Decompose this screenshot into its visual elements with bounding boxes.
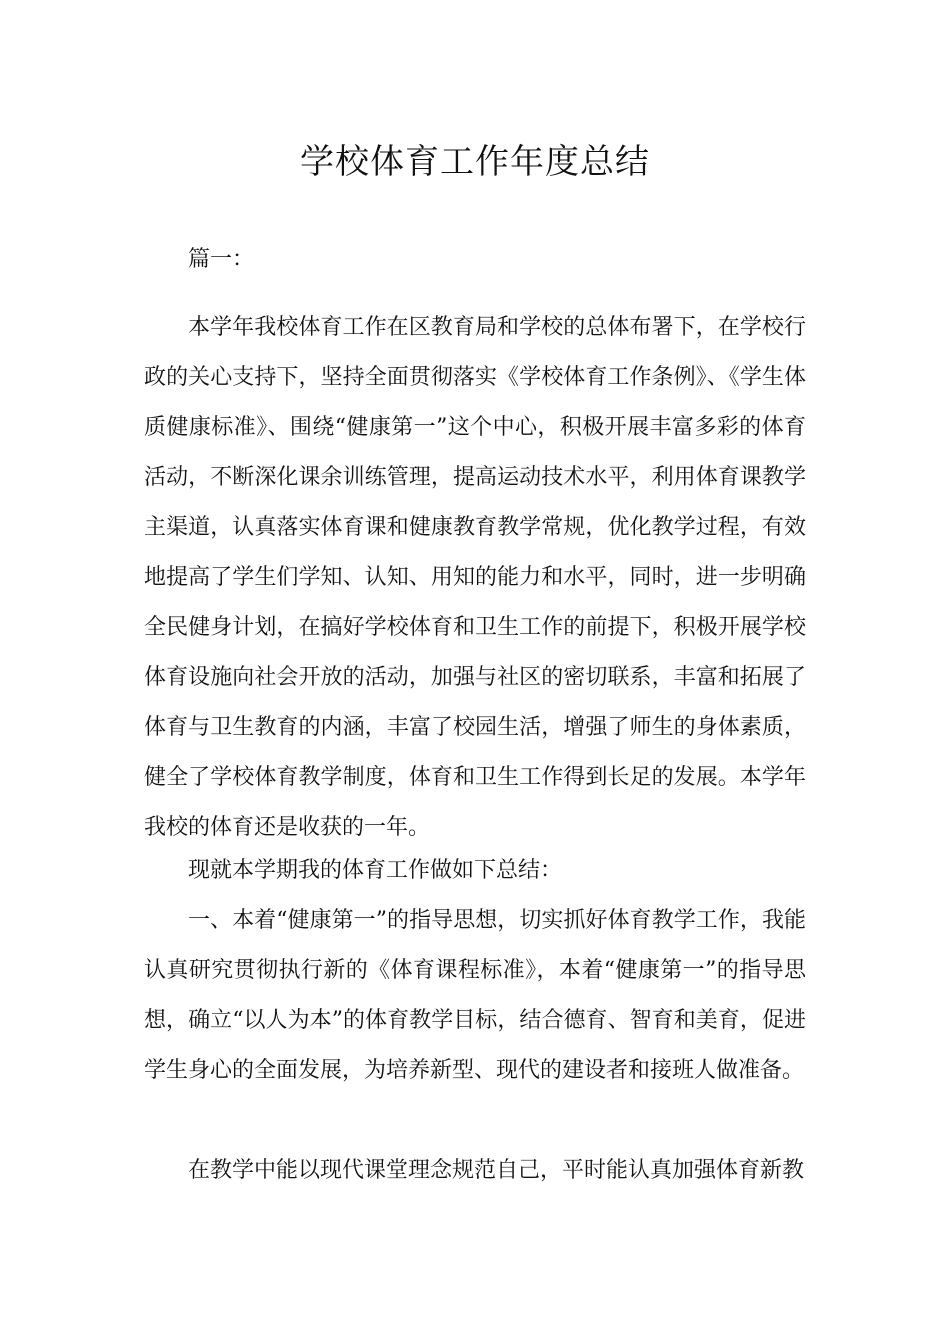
paragraph-4: 在教学中能以现代课堂理念规范自己，平时能认真加强体育新教 xyxy=(188,1158,805,1183)
document-title: 学校体育工作年度总结 xyxy=(300,142,650,182)
section-label: 篇一： xyxy=(188,247,255,272)
paragraph-3: 一、本着“健康第一”的指导思想，切实抓好体育教学工作，我能认真研究贯彻执行新的《体育课程标准》，本着“健康第一”的指导思想，确立“以人为本”的体育教学目标，结合德育、智育和美育，促进学生身心的全面发展，为培养新型、现代的建设者和接班人做准备。 xyxy=(144,908,806,1083)
paragraph-1: 本学年我校体育工作在区教育局和学校的总体布署下，在学校行政的关心支持下，坚持全面贯彻落实《学校体育工作条例》、《学生体质健康标准》、围绕“健康第一”这个中心，积极开展丰富多彩的体育活动，不断深化课余训练管理，提高运动技术水平，利用体育课教学主渠道，认真落实体育课和健康教育教学常规，优化教学过程，有效地提高了学生们学知、认知、用知的能力和水平，同时，进一步明确全民健身计划，在搞好学校体育和卫生工作的前提下，积极开展学校体育设施向社会开放的活动，加强与社区的密切联系，丰富和拓展了体育与卫生教育的内涵，丰富了校园生活，增强了师生的身体素质，健全了学校体育教学制度，体育和卫生工作得到长足的发展。本学年我校的体育还是收获的一年。 xyxy=(144,315,806,840)
paragraph-2: 现就本学期我的体育工作做如下总结： xyxy=(188,858,563,883)
